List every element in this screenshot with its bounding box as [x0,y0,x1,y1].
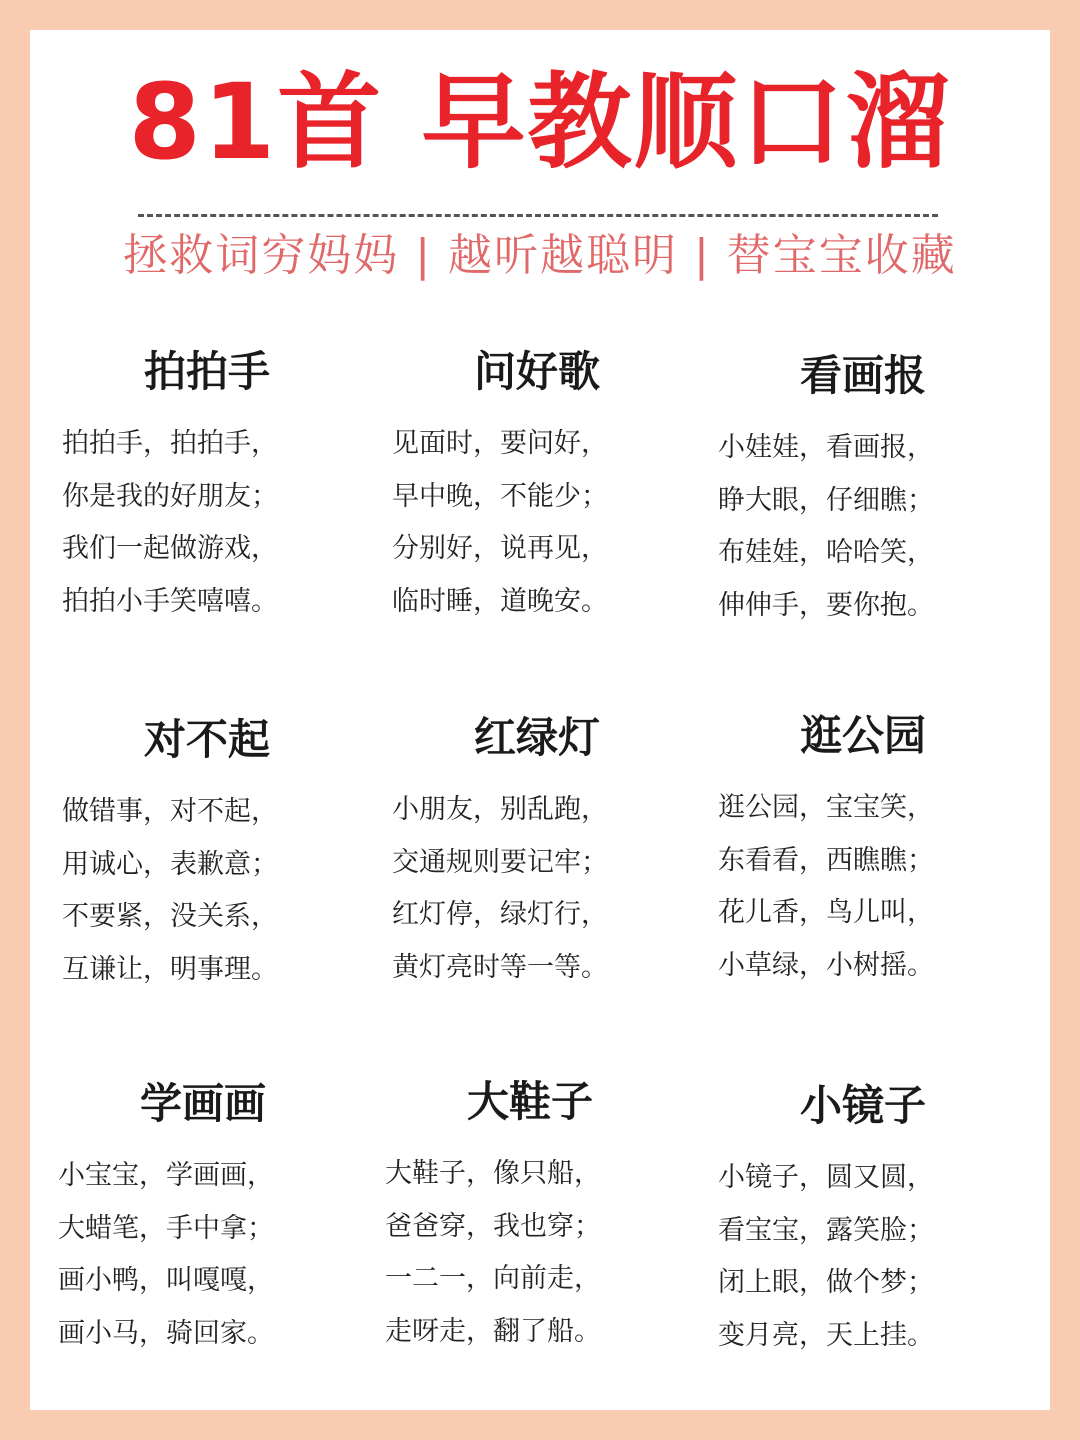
poem-line: 互谦让，明事理。 [62,953,278,985]
poem-line: 拍拍小手笑嘻嘻。 [62,585,278,617]
poem-line: 爸爸穿，我也穿； [385,1210,601,1242]
poem-title: 看画报 [799,351,926,400]
poem-line: 不要紧，没关系， [62,901,278,932]
poem-title: 红绿灯 [473,713,600,762]
poem-line: 做错事，对不起， [62,796,278,827]
poem-line: 早中晚，不能少； [392,480,608,512]
poem-lines [58,1150,348,1360]
poem-block [62,344,352,628]
poem-line: 花儿香，鸟儿叫， [718,897,934,928]
poem-lines [392,784,682,994]
poem-lines [62,786,352,996]
poem-title: 学画画 [139,1079,266,1128]
poem-line: 交通规则要记牢； [392,846,608,878]
poem-line: 一二一，向前走， [385,1263,601,1294]
poem-block [62,712,352,996]
poem-line: 小草绿，小树摇。 [718,949,934,981]
poem-line: 画小鸭，叫嘎嘎， [58,1265,274,1296]
poem-title: 对不起 [143,715,270,764]
poem-block [718,708,1008,992]
poem-line: 大蜡笔，手中拿； [58,1212,274,1244]
poem-lines [62,418,352,628]
poem-line: 我们一起做游戏， [62,533,278,564]
poem-block [718,1078,1008,1362]
poem-title: 小镜子 [799,1081,926,1130]
poem-lines [718,422,1008,632]
poem-lines [718,1152,1008,1362]
poem-title: 大鞋子 [466,1077,593,1126]
poem-title: 问好歌 [473,347,600,396]
dashed-divider [138,214,938,217]
poem-block [392,344,682,628]
page-title: 81首 早教顺口溜 [128,61,952,183]
poem-line: 你是我的好朋友； [62,480,278,512]
poem-lines [718,782,1008,992]
poem-line: 大鞋子，像只船， [385,1158,601,1189]
poem-line: 红灯停，绿灯行， [392,899,608,930]
poem-line: 睁大眼，仔细瞧； [718,484,934,516]
poem-line: 小宝宝，学画画， [58,1160,274,1191]
poem-line: 小朋友，别乱跑， [392,794,608,825]
poem-line: 见面时，要问好， [392,428,608,459]
poem-title: 拍拍手 [143,347,270,396]
poem-line: 画小马，骑回家。 [58,1317,274,1349]
poem-block [385,1074,675,1358]
poem-line: 东看看，西瞧瞧； [718,844,934,876]
poem-lines [392,418,682,628]
poem-block [718,348,1008,632]
poem-line: 布娃娃，哈哈笑， [718,537,934,568]
poem-line: 拍拍手，拍拍手， [62,428,278,459]
poem-line: 闭上眼，做个梦； [718,1267,934,1298]
poem-line: 变月亮，天上挂。 [718,1319,934,1351]
poem-line: 用诚心，表歉意； [62,848,278,880]
poem-line: 伸伸手，要你抱。 [718,589,934,621]
poem-lines [385,1148,675,1358]
poem-block [58,1076,348,1360]
poem-line: 看宝宝，露笑脸； [718,1214,934,1246]
poem-line: 小镜子，圆又圆， [718,1162,934,1193]
poem-line: 临时睡，道晚安。 [392,585,608,617]
poem-line: 小娃娃，看画报， [718,432,934,463]
poem-line: 逛公园，宝宝笑， [718,792,934,823]
poem-line: 走呀走，翻了船。 [385,1315,601,1347]
page-subtitle: 拯救词穷妈妈 | 越听越聪明 | 替宝宝收藏 [123,230,957,281]
poem-line: 黄灯亮时等一等。 [392,951,608,983]
poem-line: 分别好，说再见， [392,533,608,564]
poem-title: 逛公园 [799,711,926,760]
poem-block [392,710,682,994]
